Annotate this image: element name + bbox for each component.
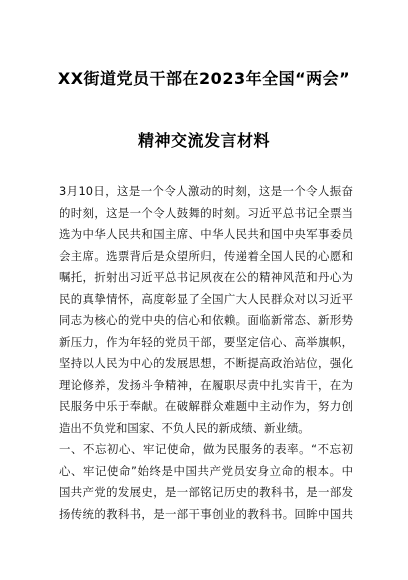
text-line: 民服务中乐于奉献。在破解群众难题中主动作为，努力创 <box>59 399 353 413</box>
text-line: 新压力，作为年轻的党员干部，要坚定信心、高举旗帜， <box>59 334 353 349</box>
document-body <box>59 181 353 525</box>
document-title-line-1: XX街道党员干部在2023年全国“两会” <box>57 69 351 88</box>
text-line: 的时刻，这是一个令人鼓舞的时刻。习近平总书记全票当 <box>59 205 353 220</box>
text-line: 理论修养，发扬斗争精神，在履职尽责中扎实肯干，在为 <box>59 377 353 392</box>
text-line: 扬传统的教科书，是一部干事创业的教科书。回眸中国共 <box>59 506 353 521</box>
text-line: 民的真挚情怀，高度彰显了全国广大人民群众对以习近平 <box>59 291 353 306</box>
text-line: 选为中华人民共和国主席、中华人民共和国中央军事委员 <box>59 227 353 241</box>
text-line: 同志为核心的党中央的信心和依赖。面临新常态、新形势 <box>59 313 353 327</box>
paragraph-2 <box>59 439 353 525</box>
text-line: 3月10日，这是一个令人激动的时刻，这是一个令人振奋 <box>59 184 353 198</box>
text-line: 坚持以人民为中心的发展思想，不断提高政治站位，强化 <box>59 356 353 370</box>
text-line: 心、牢记使命”始终是中国共产党员安身立命的根本。中 <box>59 463 353 478</box>
text-line: 一、不忘初心、牢记使命，做为民服务的表率。“不忘初 <box>59 442 353 456</box>
text-line: 会主席。选票背后是众望所归，传递着全国人民的心愿和 <box>59 248 353 263</box>
text-line: 造出不负党和国家、不负人民的新成绩、新业绩。 <box>59 420 310 435</box>
document-title-line-2: 精神交流发言材料 <box>137 131 270 150</box>
text-line: 国共产党的发展史，是一部铭记历史的教科书，是一部发 <box>59 485 353 499</box>
text-line: 嘱托，折射出习近平总书记夙夜在公的精神风范和丹心为 <box>59 270 353 284</box>
paragraph-1 <box>59 181 353 439</box>
